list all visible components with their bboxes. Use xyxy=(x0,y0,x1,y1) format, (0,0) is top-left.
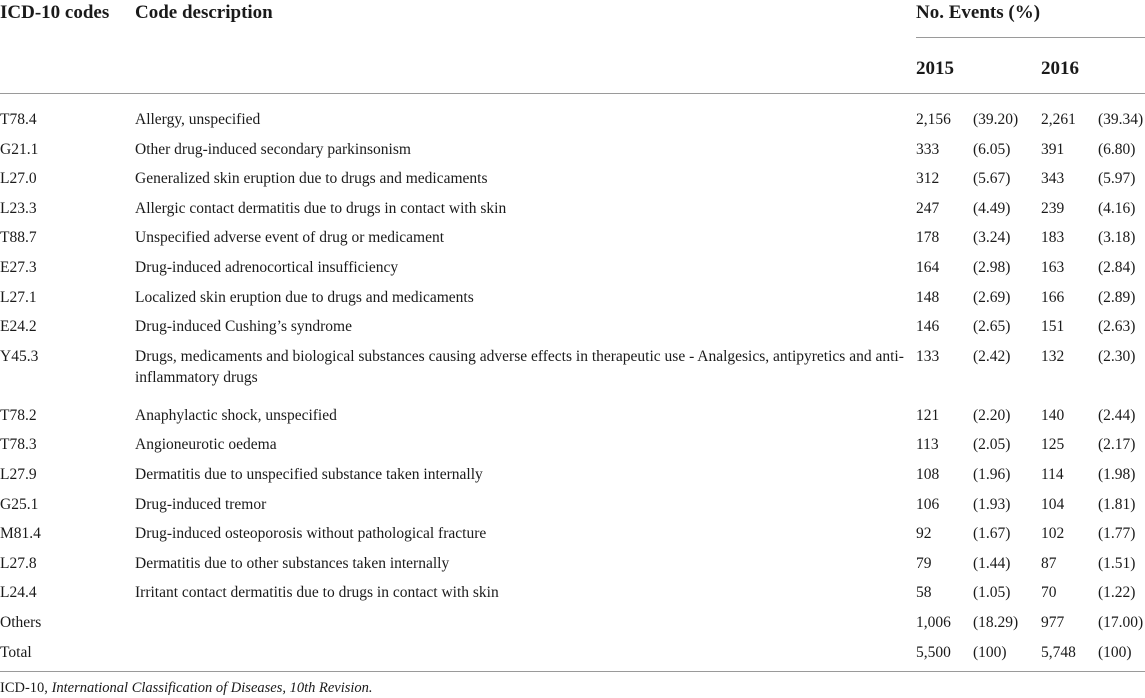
cell-icd-code: L27.1 xyxy=(0,288,37,306)
cell-percent-2016: (39.34) xyxy=(1098,111,1144,128)
table-row xyxy=(0,168,1145,198)
cell-percent-2015: (3.24) xyxy=(973,229,1011,247)
cell-description: Drug-induced adrenocortical insufficiency xyxy=(135,258,399,276)
cell-count-2016: 102 xyxy=(1041,525,1065,543)
cell-description: Allergic contact dermatitis due to drugs in contact with skin xyxy=(135,199,507,217)
cell-percent-2016: (6.80) xyxy=(1098,140,1136,158)
cell-count-2016: 239 xyxy=(1041,199,1065,217)
cell-count-2015: 164 xyxy=(916,258,940,276)
header-icd-codes: ICD-10 codes xyxy=(0,2,110,23)
table-row xyxy=(0,434,1145,464)
cell-count-2016: 87 xyxy=(1041,554,1057,572)
events-header-rule xyxy=(916,37,1145,38)
cell-count-2015: 2,156 xyxy=(916,111,951,128)
cell-count-2015: 92 xyxy=(916,525,932,543)
cell-icd-code: G21.1 xyxy=(0,140,39,158)
cell-percent-2016: (1.98) xyxy=(1098,465,1136,483)
cell-icd-code: T78.4 xyxy=(0,111,37,128)
cell-percent-2015: (18.29) xyxy=(973,613,1019,631)
footnote-abbreviation: ICD-10, xyxy=(0,680,48,696)
cell-percent-2016: (2.30) xyxy=(1098,347,1136,365)
cell-percent-2015: (39.20) xyxy=(973,111,1019,128)
cell-icd-code: E27.3 xyxy=(0,258,37,276)
cell-count-2016: 391 xyxy=(1041,140,1065,158)
cell-percent-2016: (5.97) xyxy=(1098,170,1136,188)
cell-icd-code: M81.4 xyxy=(0,525,41,543)
cell-count-2015: 5,500 xyxy=(916,643,951,661)
cell-percent-2015: (2.69) xyxy=(973,288,1011,306)
header-code-description: Code description xyxy=(135,2,273,23)
cell-description: Other drug-induced secondary parkinsonism xyxy=(135,140,411,158)
cell-percent-2015: (100) xyxy=(973,643,1007,661)
cell-count-2016: 343 xyxy=(1041,170,1065,188)
cell-percent-2015: (6.05) xyxy=(973,140,1011,158)
cell-percent-2016: (4.16) xyxy=(1098,199,1136,217)
cell-percent-2016: (2.44) xyxy=(1098,406,1136,424)
cell-percent-2015: (2.05) xyxy=(973,436,1011,454)
header-bottom-rule xyxy=(0,93,1145,94)
cell-count-2015: 121 xyxy=(916,406,940,424)
cell-count-2016: 151 xyxy=(1041,318,1065,336)
cell-icd-code: Total xyxy=(0,643,32,661)
table-row xyxy=(0,523,1145,553)
table-bottom-rule xyxy=(0,671,1145,672)
cell-icd-code: Y45.3 xyxy=(0,347,39,365)
cell-icd-code: L27.9 xyxy=(0,465,37,483)
cell-icd-code: L23.3 xyxy=(0,199,37,217)
table-row xyxy=(0,139,1145,169)
table-row xyxy=(0,227,1145,257)
table-row xyxy=(0,287,1145,317)
table-row xyxy=(0,553,1145,583)
cell-count-2015: 108 xyxy=(916,465,940,483)
cell-percent-2016: (100) xyxy=(1098,643,1132,661)
cell-percent-2015: (2.65) xyxy=(973,318,1011,336)
cell-icd-code: T78.2 xyxy=(0,406,37,424)
cell-count-2016: 2,261 xyxy=(1041,111,1076,128)
cell-percent-2015: (1.67) xyxy=(973,525,1011,543)
cell-percent-2016: (2.63) xyxy=(1098,318,1136,336)
cell-description: Dermatitis due to other substances taken internally xyxy=(135,554,450,572)
cell-description: Irritant contact dermatitis due to drugs in contact with skin xyxy=(135,584,499,602)
cell-percent-2016: (1.22) xyxy=(1098,584,1136,602)
cell-icd-code: T78.3 xyxy=(0,436,37,454)
cell-description: Dermatitis due to unspecified substance taken internally xyxy=(135,465,483,483)
cell-icd-code: Others xyxy=(0,613,42,631)
cell-description: Drug-induced tremor xyxy=(135,495,267,513)
table-body xyxy=(0,109,1145,671)
table-row xyxy=(0,582,1145,612)
cell-count-2015: 146 xyxy=(916,318,940,336)
cell-description: Anaphylactic shock, unspecified xyxy=(135,406,337,424)
table-row xyxy=(0,316,1145,346)
cell-percent-2015: (1.93) xyxy=(973,495,1011,513)
cell-count-2015: 106 xyxy=(916,495,940,513)
cell-count-2016: 104 xyxy=(1041,495,1065,513)
cell-count-2015: 113 xyxy=(916,436,939,454)
cell-percent-2015: (1.05) xyxy=(973,584,1011,602)
cell-percent-2016: (1.77) xyxy=(1098,525,1136,543)
cell-count-2015: 148 xyxy=(916,288,940,306)
cell-count-2016: 163 xyxy=(1041,258,1065,276)
cell-count-2016: 183 xyxy=(1041,229,1065,247)
cell-description: Allergy, unspecified xyxy=(135,111,261,128)
cell-percent-2016: (2.84) xyxy=(1098,258,1136,276)
cell-percent-2016: (2.89) xyxy=(1098,288,1136,306)
cell-count-2015: 79 xyxy=(916,554,932,572)
table-row xyxy=(0,109,1145,139)
cell-percent-2016: (1.51) xyxy=(1098,554,1136,572)
table-row xyxy=(0,464,1145,494)
cell-icd-code: L27.0 xyxy=(0,170,37,188)
table-row xyxy=(0,405,1145,435)
cell-icd-code: L24.4 xyxy=(0,584,37,602)
cell-percent-2015: (5.67) xyxy=(973,170,1011,188)
cell-count-2015: 58 xyxy=(916,584,932,602)
cell-count-2015: 133 xyxy=(916,347,940,365)
cell-percent-2016: (17.00) xyxy=(1098,613,1144,631)
cell-description: Drug-induced Cushing’s syndrome xyxy=(135,318,352,336)
cell-count-2015: 1,006 xyxy=(916,613,951,631)
cell-description: Drug-induced osteoporosis without pathological fracture xyxy=(135,525,487,543)
cell-count-2015: 247 xyxy=(916,199,940,217)
cell-count-2015: 333 xyxy=(916,140,940,158)
cell-percent-2015: (2.20) xyxy=(973,406,1011,424)
table-row xyxy=(0,257,1145,287)
footnote-expansion: International Classification of Diseases, 10th Revision. xyxy=(51,680,373,696)
cell-description: Angioneurotic oedema xyxy=(135,436,277,454)
cell-count-2016: 125 xyxy=(1041,436,1065,454)
cell-count-2015: 312 xyxy=(916,170,940,188)
cell-count-2016: 977 xyxy=(1041,613,1065,631)
cell-count-2016: 140 xyxy=(1041,406,1065,424)
cell-description: Generalized skin eruption due to drugs and medicaments xyxy=(135,170,488,188)
cell-count-2016: 132 xyxy=(1041,347,1065,365)
header-year-2015: 2015 xyxy=(916,58,954,79)
table-row xyxy=(0,642,1145,672)
header-no-events: No. Events (%) xyxy=(916,2,1041,23)
cell-description: Unspecified adverse event of drug or medicament xyxy=(135,229,445,247)
table-row xyxy=(0,612,1145,642)
cell-percent-2015: (4.49) xyxy=(973,199,1011,217)
cell-count-2015: 178 xyxy=(916,229,940,247)
cell-percent-2016: (2.17) xyxy=(1098,436,1136,454)
cell-icd-code: T88.7 xyxy=(0,229,37,247)
cell-icd-code: G25.1 xyxy=(0,495,39,513)
table-row xyxy=(0,346,1145,405)
table-footnote xyxy=(0,679,373,697)
cell-icd-code: E24.2 xyxy=(0,318,37,336)
cell-count-2016: 166 xyxy=(1041,288,1065,306)
cell-icd-code: L27.8 xyxy=(0,554,37,572)
cell-percent-2015: (1.44) xyxy=(973,554,1011,572)
cell-percent-2015: (1.96) xyxy=(973,465,1011,483)
cell-percent-2016: (3.18) xyxy=(1098,229,1136,247)
cell-count-2016: 5,748 xyxy=(1041,643,1076,661)
cell-count-2016: 70 xyxy=(1041,584,1057,602)
cell-description: Drugs, medicaments and biological substances causing adverse effects in therapeutic use - Analgesics, antipyretics and anti-inflammatory drugs xyxy=(135,347,904,386)
cell-percent-2015: (2.98) xyxy=(973,258,1011,276)
cell-description: Localized skin eruption due to drugs and medicaments xyxy=(135,288,474,306)
cell-percent-2015: (2.42) xyxy=(973,347,1011,365)
table-row xyxy=(0,494,1145,524)
cell-percent-2016: (1.81) xyxy=(1098,495,1136,513)
header-year-2016: 2016 xyxy=(1041,58,1079,79)
cell-count-2016: 114 xyxy=(1041,465,1064,483)
table-row xyxy=(0,198,1145,228)
